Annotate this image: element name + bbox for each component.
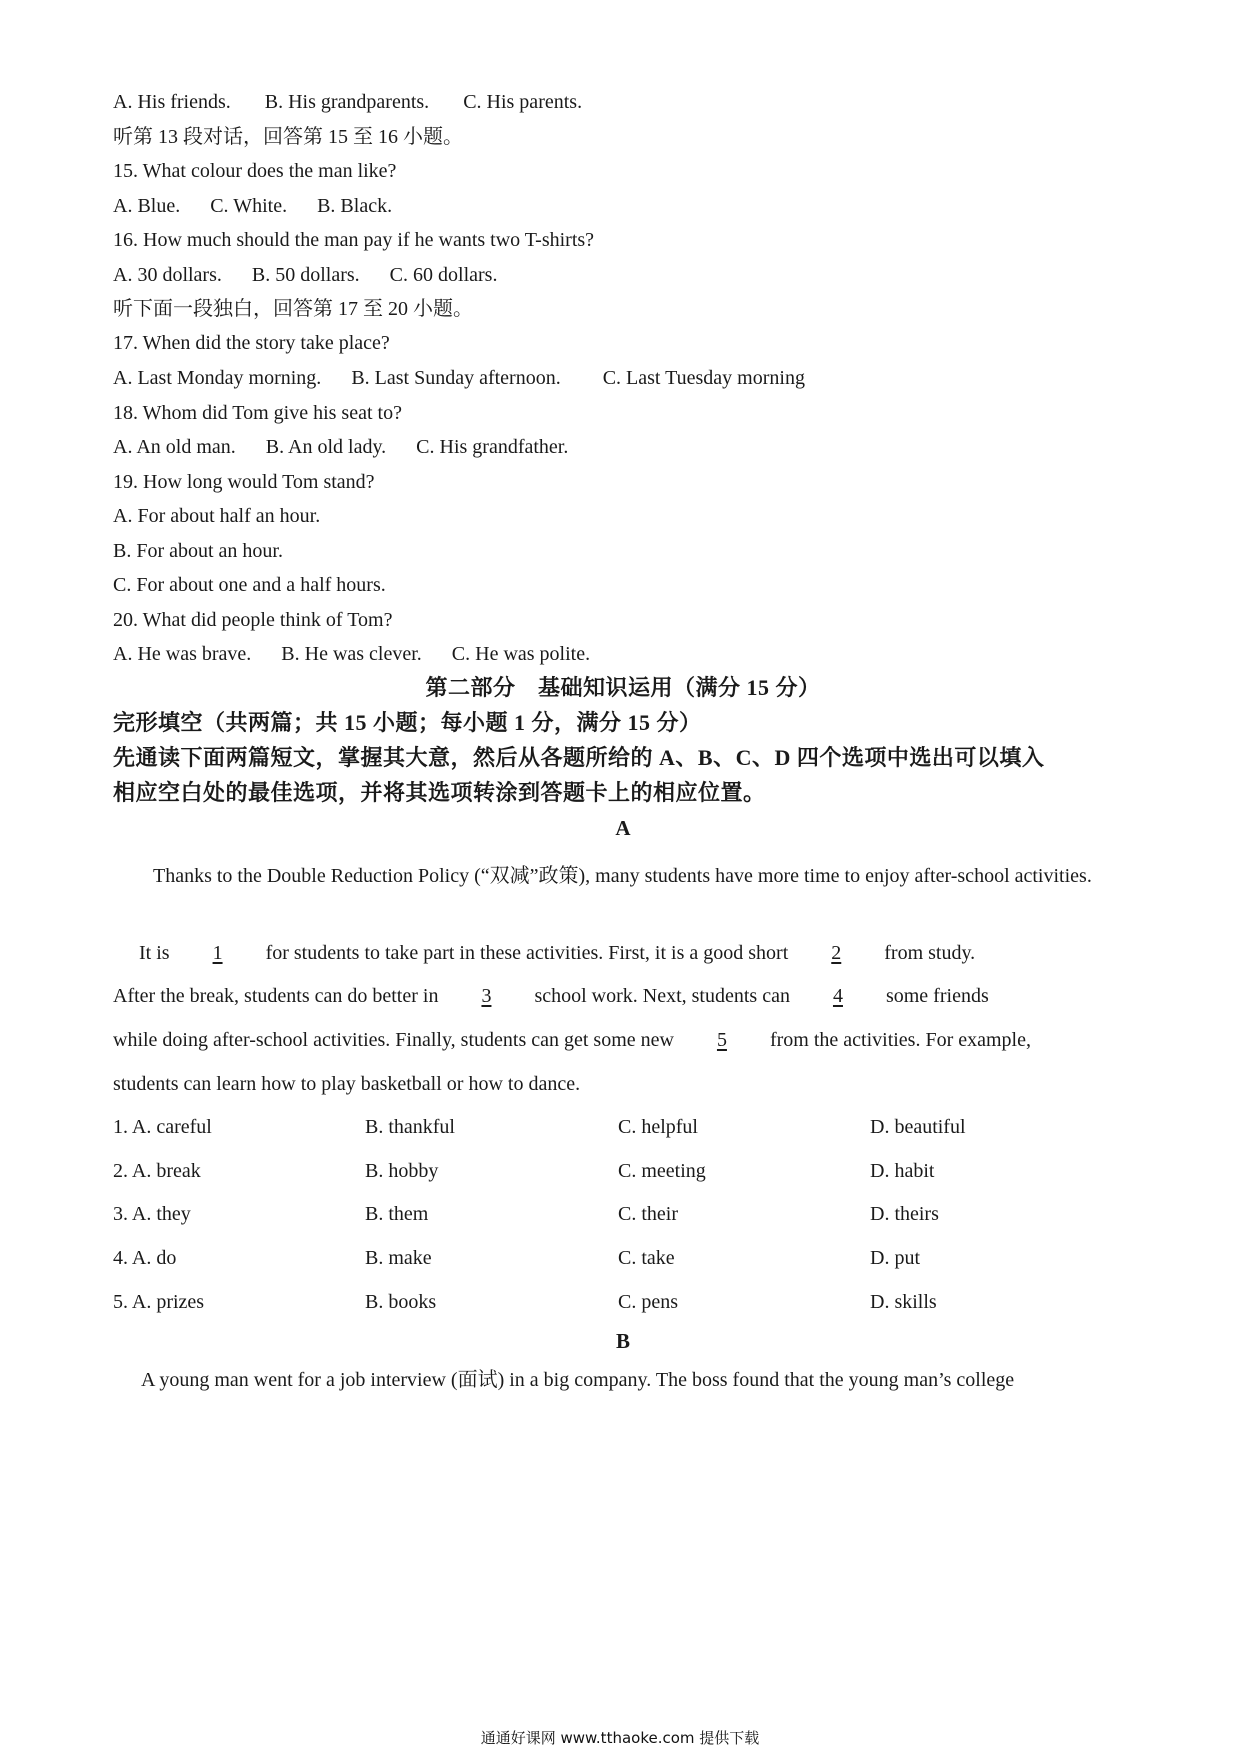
q14-options <box>113 90 582 114</box>
option: 1. A. careful <box>113 1116 212 1138</box>
cloze-options-2 <box>113 1159 1133 1183</box>
passage-a-sentence-4: students can learn how to play basketball or how to dance. <box>113 1073 581 1095</box>
cloze-options-4 <box>113 1246 1133 1270</box>
passage-text: for students to take part in these activities. First, it is a good short <box>265 942 789 964</box>
option: B. For about an hour. <box>113 540 283 562</box>
part2-heading: 第二部分 基础知识运用（满分 15 分） <box>425 675 821 700</box>
option: A. An old man. <box>113 436 236 458</box>
q20-options <box>113 642 590 666</box>
passage-a-intro: Thanks to the Double Reduction Policy (“双减”政策), many students have more time to enjoy after-school activities. <box>153 865 1092 887</box>
page-footer: 通通好课网 www.tthaoke.com 提供下载 <box>480 1729 760 1747</box>
option: C. meeting <box>618 1160 706 1182</box>
option: C. He was polite. <box>451 643 591 665</box>
q18-options <box>113 435 568 459</box>
option: B. Black. <box>317 195 393 217</box>
question-15: 15. What colour does the man like? <box>113 160 397 182</box>
q17-options <box>113 366 805 390</box>
passage-b-label: B <box>615 1329 630 1353</box>
question-18: 18. Whom did Tom give his seat to? <box>113 402 402 424</box>
dialog13-instruction: 听第 13 段对话，回答第 15 至 16 小题。 <box>113 126 463 148</box>
passage-text: some friends <box>885 985 989 1007</box>
blank-5: 5 <box>716 1029 727 1051</box>
passage-text: from the activities. For example, <box>769 1029 1031 1051</box>
option: B. 50 dollars. <box>251 264 360 286</box>
option: B. make <box>365 1247 432 1269</box>
option: C. Last Tuesday morning <box>602 367 805 389</box>
option: C. take <box>618 1247 675 1269</box>
question-20: 20. What did people think of Tom? <box>113 609 393 631</box>
option: C. helpful <box>618 1116 698 1138</box>
option: D. put <box>870 1247 920 1269</box>
passage-text: school work. Next, students can <box>534 985 790 1007</box>
option: B. books <box>365 1291 437 1313</box>
blank-4: 4 <box>832 985 843 1007</box>
passage-text: while doing after-school activities. Finally, students can get some new <box>113 1029 674 1051</box>
option: A. His friends. <box>113 91 231 113</box>
option: B. He was clever. <box>281 643 422 665</box>
passage-b-first-line: A young man went for a job interview (面试) in a big company. The boss found that the young man’s college <box>141 1369 1015 1391</box>
option: C. White. <box>210 195 288 217</box>
option: A. 30 dollars. <box>113 264 222 286</box>
option: 4. A. do <box>113 1247 177 1269</box>
option: A. Last Monday morning. <box>113 367 322 389</box>
q15-options <box>113 194 392 218</box>
monologue-instruction: 听下面一段独白，回答第 17 至 20 小题。 <box>113 298 473 320</box>
passage-a-sentence-3 <box>113 1028 1031 1052</box>
option: B. thankful <box>365 1116 455 1138</box>
question-16: 16. How much should the man pay if he wants two T-shirts? <box>113 229 595 251</box>
question-19: 19. How long would Tom stand? <box>113 471 375 493</box>
cloze-options-3 <box>113 1202 1133 1226</box>
cloze-instruction-line1: 先通读下面两篇短文，掌握其大意，然后从各题所给的 A、B、C、D 四个选项中选出可以填入 <box>113 745 1045 770</box>
option: C. 60 dollars. <box>389 264 498 286</box>
passage-text: from study. <box>884 942 976 964</box>
option: D. theirs <box>870 1203 939 1225</box>
option: D. skills <box>870 1291 937 1313</box>
passage-text: It is <box>139 942 170 964</box>
option: B. Last Sunday afternoon. <box>351 367 561 389</box>
cloze-instruction-line2: 相应空白处的最佳选项，并将其选项转涂到答题卡上的相应位置。 <box>113 780 766 805</box>
option: C. For about one and a half hours. <box>113 574 386 596</box>
option: C. pens <box>618 1291 678 1313</box>
option: A. He was brave. <box>113 643 252 665</box>
option: B. An old lady. <box>265 436 387 458</box>
cloze-title: 完形填空（共两篇；共 15 小题；每小题 1 分，满分 15 分） <box>113 710 702 735</box>
option: B. His grandparents. <box>264 91 430 113</box>
option: B. them <box>365 1203 429 1225</box>
option: 5. A. prizes <box>113 1291 205 1313</box>
option: 2. A. break <box>113 1160 201 1182</box>
option: D. beautiful <box>870 1116 966 1138</box>
passage-a-sentence-1 <box>139 941 975 965</box>
option: C. His grandfather. <box>416 436 569 458</box>
option: A. For about half an hour. <box>113 505 321 527</box>
option: C. their <box>618 1203 678 1225</box>
option: C. His parents. <box>463 91 583 113</box>
passage-a-sentence-2 <box>113 984 989 1008</box>
option: D. habit <box>870 1160 935 1182</box>
question-17: 17. When did the story take place? <box>113 332 390 354</box>
blank-3: 3 <box>481 985 492 1007</box>
option: B. hobby <box>365 1160 439 1182</box>
blank-1: 1 <box>212 942 223 964</box>
cloze-options-5 <box>113 1290 1133 1314</box>
q16-options <box>113 263 497 287</box>
blank-2: 2 <box>831 942 842 964</box>
passage-a-label: A <box>615 816 631 840</box>
cloze-options-1 <box>113 1115 1133 1139</box>
option: 3. A. they <box>113 1203 191 1225</box>
option: A. Blue. <box>113 195 181 217</box>
passage-text: After the break, students can do better in <box>113 985 439 1007</box>
